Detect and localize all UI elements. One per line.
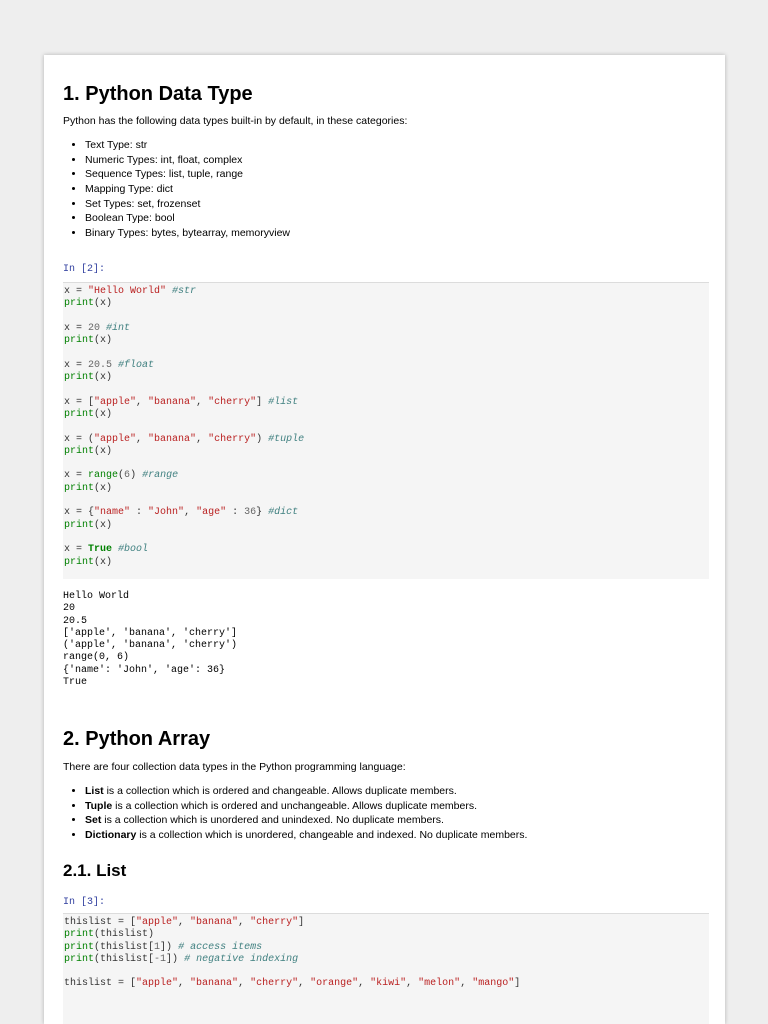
list-item: • Boolean Type: bool bbox=[85, 211, 290, 226]
output-line: 20 bbox=[63, 603, 76, 615]
term: Dictionary bbox=[85, 829, 137, 842]
output-line: range(0, 6) bbox=[63, 652, 130, 664]
term: Tuple bbox=[85, 799, 113, 812]
code-line: print(thislist[-1]) # negative indexing bbox=[64, 953, 299, 965]
list-item: • Mapping Type: dict bbox=[85, 182, 290, 197]
list-item bbox=[85, 799, 527, 814]
output-line: ['apple', 'banana', 'cherry'] bbox=[63, 627, 238, 639]
section-heading-data-type: 1. Python Data Type bbox=[63, 83, 253, 105]
output-line: Hello World bbox=[63, 591, 130, 602]
list-item: • Set Types: set, frozenset bbox=[85, 197, 290, 212]
list-item bbox=[85, 828, 527, 843]
term: Set bbox=[85, 814, 102, 827]
code-line: print(x) bbox=[64, 445, 113, 457]
data-type-list bbox=[63, 138, 290, 241]
code-line: print(thislist[1]) # access items bbox=[64, 941, 263, 953]
list-item: • Sequence Types: list, tuple, range bbox=[85, 167, 290, 182]
output-line: 20.5 bbox=[63, 615, 88, 627]
cell-output bbox=[63, 591, 237, 689]
collection-type-list bbox=[63, 784, 527, 843]
list-item bbox=[85, 784, 527, 799]
code-cell[interactable] bbox=[63, 913, 709, 1024]
notebook-page bbox=[44, 55, 725, 1024]
code-line: x = ["apple", "banana", "cherry"] #list bbox=[64, 396, 299, 408]
code-line: print(x) bbox=[64, 519, 113, 531]
code-line: x = "Hello World" #str bbox=[64, 286, 197, 297]
code-line: print(x) bbox=[64, 408, 113, 420]
list-item: • Text Type: str bbox=[85, 138, 290, 153]
code-line: print(x) bbox=[64, 335, 113, 347]
list-item: • Numeric Types: int, float, complex bbox=[85, 153, 290, 168]
list-item: • Binary Types: bytes, bytearray, memoryview bbox=[85, 226, 290, 241]
code-line: print(thislist) bbox=[64, 929, 155, 941]
output-line: True bbox=[63, 677, 88, 689]
term: List bbox=[85, 785, 104, 797]
description: is a collection which is ordered and changeable. Allows duplicate members. bbox=[103, 785, 457, 797]
output-line: ('apple', 'banana', 'cherry') bbox=[63, 640, 238, 652]
code-line: print(x) bbox=[64, 556, 113, 568]
list-item bbox=[85, 813, 527, 828]
cell-prompt: In [3]: bbox=[63, 897, 106, 908]
description: is a collection which is unordered, changeable and indexed. No duplicate members. bbox=[136, 829, 528, 842]
code-line: thislist = ["apple", "banana", "cherry", "orange", "kiwi", "melon", "mango"] bbox=[64, 978, 521, 990]
code-line: print(x) bbox=[64, 298, 113, 310]
code-line: x = 20.5 #float bbox=[64, 359, 155, 371]
output-line: {'name': 'John', 'age': 36} bbox=[63, 664, 226, 676]
description: is a collection which is ordered and unchangeable. Allows duplicate members. bbox=[112, 799, 478, 812]
description: is a collection which is unordered and unindexed. No duplicate members. bbox=[101, 814, 444, 827]
code-line: print(x) bbox=[64, 482, 113, 494]
section-intro: There are four collection data types in the Python programming language: bbox=[63, 761, 406, 773]
section-intro: Python has the following data types built-in by default, in these categories: bbox=[63, 115, 408, 127]
code-line: x = ("apple", "banana", "cherry") #tuple bbox=[64, 433, 305, 445]
code-line: x = {"name" : "John", "age" : 36} #dict bbox=[64, 507, 299, 519]
code-cell[interactable] bbox=[63, 282, 709, 579]
code-line: x = True #bool bbox=[64, 544, 149, 556]
cell-prompt: In [2]: bbox=[63, 264, 106, 275]
code-line: thislist = ["apple", "banana", "cherry"] bbox=[64, 917, 305, 928]
subsection-heading-list: 2.1. List bbox=[63, 861, 127, 880]
code-line: x = 20 #int bbox=[64, 322, 131, 334]
code-line: x = range(6) #range bbox=[64, 470, 179, 482]
code-line: print(x) bbox=[64, 372, 113, 384]
section-heading-array: 2. Python Array bbox=[63, 728, 211, 750]
